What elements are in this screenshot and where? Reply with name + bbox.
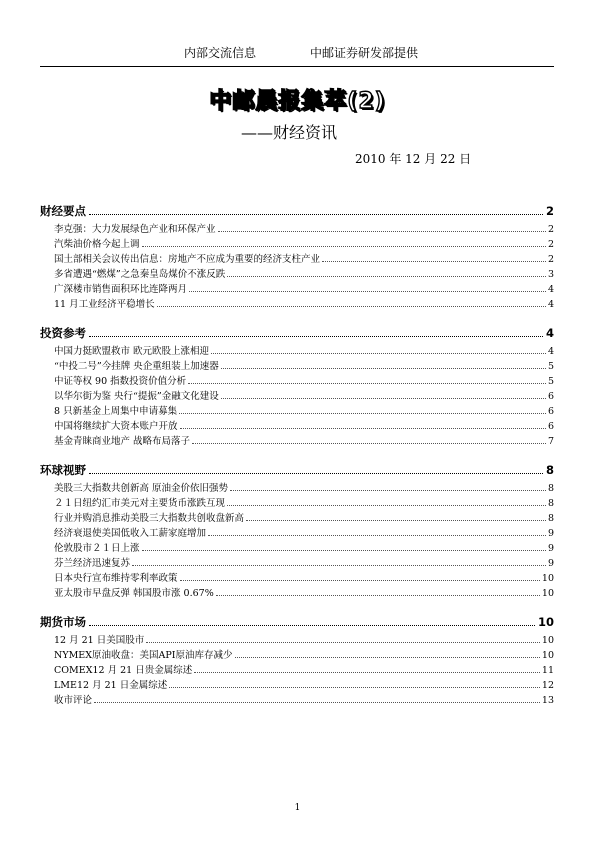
toc-entry-title: 芬兰经济迅速复苏: [54, 558, 131, 569]
toc-entry[interactable]: [54, 266, 554, 281]
toc-leader: [216, 588, 540, 596]
toc-leader: [221, 391, 546, 399]
toc-entry[interactable]: [54, 585, 554, 600]
toc-entry-title: 伦敦股市２１日上涨: [54, 543, 140, 554]
toc-entry[interactable]: [54, 433, 554, 448]
toc-entry-page: 6: [547, 421, 554, 432]
toc-section-page: 4: [545, 326, 554, 340]
toc-leader: [208, 528, 546, 536]
toc-entry-page: 2: [547, 254, 554, 265]
toc-entry-title: 国土部相关会议传出信息：房地产不应成为重要的经济支柱产业: [54, 254, 321, 265]
toc-entry-page: 4: [547, 284, 554, 295]
toc-entry[interactable]: [54, 692, 554, 707]
toc-entry-title: 收市评论: [54, 695, 93, 706]
toc-leader: [89, 464, 543, 474]
toc-leader: [194, 665, 540, 673]
header-left-text: 内部交流信息: [184, 46, 257, 60]
toc-entry-title: 中证等权 90 指数投资价值分析: [54, 376, 187, 387]
toc-entry-page: 8: [547, 498, 554, 509]
toc-leader: [94, 695, 540, 703]
toc-entry-title: LME12 月 21 日金属综述: [54, 680, 168, 691]
toc-entry[interactable]: [54, 373, 554, 388]
toc-entry-page: 9: [547, 558, 554, 569]
toc-entry-title: 美股三大指数共创新高 原油金价依旧强势: [54, 483, 229, 494]
toc-entry-page: 13: [541, 695, 554, 706]
toc-entry[interactable]: [54, 510, 554, 525]
toc-entry-page: 7: [547, 436, 554, 447]
toc-entry-title: 日本央行宣布维持零利率政策: [54, 573, 178, 584]
toc-leader: [142, 543, 546, 551]
toc-leader: [142, 239, 546, 247]
toc-section: [40, 203, 554, 325]
toc-leader: [169, 680, 540, 688]
toc-entry[interactable]: [54, 343, 554, 358]
toc-entry-title: 李克强：大力发展绿色产业和环保产业: [54, 224, 216, 235]
toc-section-heading[interactable]: [40, 614, 554, 632]
toc-entry[interactable]: [54, 525, 554, 540]
toc-entry-page: 10: [541, 588, 554, 599]
toc-entry[interactable]: [54, 540, 554, 555]
toc-section-title: 财经要点: [40, 204, 86, 218]
toc-leader: [227, 269, 546, 277]
toc-entry-page: 9: [547, 543, 554, 554]
toc-entry-page: 8: [547, 513, 554, 524]
toc-entry-page: 5: [547, 361, 554, 372]
toc-entry-page: 2: [547, 224, 554, 235]
toc-section: [40, 462, 554, 614]
toc-leader: [188, 376, 546, 384]
toc-entry[interactable]: [54, 358, 554, 373]
toc-entry-title: 中国力挺欧盟救市 欧元欧股上涨相迎: [54, 346, 210, 357]
toc-entry[interactable]: [54, 236, 554, 251]
toc-entry-page: 6: [547, 391, 554, 402]
toc-leader: [180, 421, 546, 429]
toc-entry-title: 11 月工业经济平稳增长: [54, 299, 155, 310]
toc-leader: [246, 513, 546, 521]
toc-entry-title: 8 只新基金上周集中申请募集: [54, 406, 178, 417]
toc-leader: [211, 346, 546, 354]
toc-entry[interactable]: [54, 296, 554, 311]
page-header: [40, 40, 554, 67]
toc-entry-title: 多省遭遇“燃煤”之急秦皇岛煤价不涨反跌: [54, 269, 226, 280]
toc-leader: [132, 558, 546, 566]
toc-entry[interactable]: [54, 555, 554, 570]
toc-entry-page: 2: [547, 239, 554, 250]
toc-entry-page: 10: [541, 650, 554, 661]
toc-section-page: 10: [537, 615, 554, 629]
toc-entry-page: 12: [541, 680, 554, 691]
toc-leader: [235, 650, 540, 658]
report-title: 中邮晨报集萃(2): [209, 89, 386, 114]
toc-entry-page: 5: [547, 376, 554, 387]
page-number: 1: [294, 803, 301, 813]
toc-entry-page: 3: [547, 269, 554, 280]
toc-leader: [146, 635, 540, 643]
toc-entry-page: 10: [541, 635, 554, 646]
toc-leader: [221, 361, 546, 369]
toc-entry-page: 8: [547, 483, 554, 494]
toc-entry-title: 中国将继续扩大资本账户开放: [54, 421, 178, 432]
toc-section: [40, 614, 554, 707]
toc-entry-page: 9: [547, 528, 554, 539]
toc-leader: [180, 573, 540, 581]
toc-section-title: 环球视野: [40, 463, 86, 477]
toc-section-title: 期货市场: [40, 615, 86, 629]
toc-entry[interactable]: [54, 281, 554, 296]
toc-leader: [322, 254, 546, 262]
toc-entry[interactable]: [54, 647, 554, 662]
toc-leader: [230, 483, 546, 491]
toc-entry-title: COMEX12 月 21 日贵金属综述: [54, 665, 193, 676]
toc-leader: [189, 284, 546, 292]
toc-entry-title: NYMEX原油收盘：美国API原油库存减少: [54, 650, 233, 661]
toc-entry-page: 11: [541, 665, 554, 676]
toc-leader: [89, 327, 543, 337]
toc-section-heading[interactable]: [40, 325, 554, 343]
toc-entry[interactable]: [54, 480, 554, 495]
toc-entry[interactable]: [54, 677, 554, 692]
report-date: 2010 年 12 月 22 日: [355, 152, 472, 166]
toc-section-heading[interactable]: [40, 462, 554, 480]
toc-entry-title: 汽柴油价格今起上调: [54, 239, 140, 250]
toc-entry-page: 6: [547, 406, 554, 417]
toc-entry-title: 12 月 21 日美国股市: [54, 635, 145, 646]
toc-entry[interactable]: [54, 403, 554, 418]
toc-section-page: 2: [545, 204, 554, 218]
toc-leader: [192, 436, 546, 444]
header-right-text: 中邮证券研发部提供: [310, 46, 419, 60]
toc-entry[interactable]: [54, 251, 554, 266]
toc-entry[interactable]: [54, 388, 554, 403]
toc-section-heading[interactable]: [40, 203, 554, 221]
toc-entry-page: 10: [541, 573, 554, 584]
toc-leader: [157, 299, 546, 307]
toc-leader: [89, 616, 535, 626]
toc-entry[interactable]: [54, 221, 554, 236]
toc-entry[interactable]: [54, 495, 554, 510]
report-subtitle: ——财经资讯: [241, 123, 338, 142]
toc-entry-title: 广深楼市销售面积环比连降两月: [54, 284, 188, 295]
toc-leader: [89, 205, 543, 215]
toc-entry-page: 4: [547, 346, 554, 357]
toc-entry-title: 经济衰退使美国低收入工薪家庭增加: [54, 528, 207, 539]
toc-entry[interactable]: [54, 662, 554, 677]
toc-entry-title: ２１日纽约汇市美元对主要货币涨跌互现: [54, 498, 226, 509]
toc-entry-title: 基金青睐商业地产 战略布局落子: [54, 436, 191, 447]
toc-section-page: 8: [545, 463, 554, 477]
toc-entry-title: 亚太股市早盘反弹 韩国股市涨 0.67%: [54, 588, 214, 599]
toc-entry-title: 行业并购消息推动美股三大指数共创收盘新高: [54, 513, 245, 524]
toc-entry-title: “中投二号”今挂牌 央企重组装上加速器: [54, 361, 219, 372]
toc-leader: [227, 498, 546, 506]
toc-entry-page: 4: [547, 299, 554, 310]
table-of-contents: [40, 203, 554, 707]
toc-section-title: 投资参考: [40, 326, 86, 340]
toc-entry[interactable]: [54, 418, 554, 433]
toc-entry[interactable]: [54, 632, 554, 647]
toc-leader: [218, 224, 546, 232]
toc-section: [40, 325, 554, 462]
toc-entry-title: 以华尔街为鉴 央行“提振”金融文化建设: [54, 391, 219, 402]
toc-leader: [179, 406, 546, 414]
toc-entry[interactable]: [54, 570, 554, 585]
